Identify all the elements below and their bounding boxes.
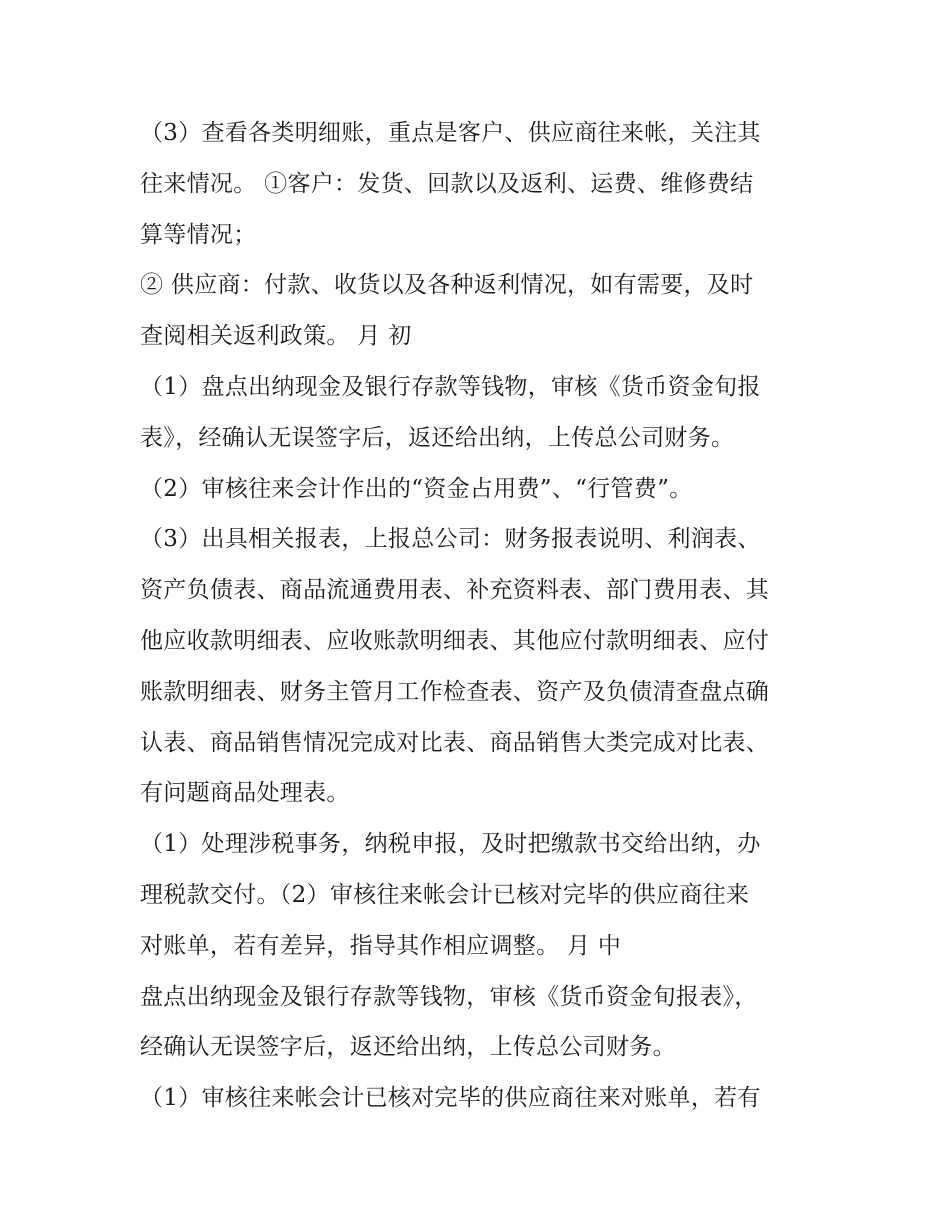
text-line: （3）查看各类明细账，重点是客户、供应商往来帐，关注其 [140,120,761,146]
text-line: 他应收款明细表、应收账款明细表、其他应付款明细表、应付 [140,627,770,654]
text-line: 算等情况； [140,221,257,248]
text-line: （3）出具相关报表，上报总公司：财务报表说明、利润表、 [140,526,761,553]
text-line: （1）审核往来帐会计已核对完毕的供应商往来对账单，若有 [140,1085,761,1112]
text-line: 认表、商品销售情况完成对比表、商品销售大类完成对比表、 [140,729,770,756]
text-line: （1）盘点出纳现金及银行存款等钱物，审核《货币资金旬报 [140,373,761,400]
text-line: （2）审核往来会计作出的“资金占用费”、“行管费”。 [140,475,693,502]
text-line: 查阅相关返利政策。 月 初 [140,323,412,350]
text-line: 表》，经确认无误签字后，返还给出纳，上传总公司财务。 [140,424,735,451]
text-line: 往来情况。 ①客户：发货、回款以及返利、运费、维修费结 [140,170,754,197]
text-line: 有问题商品处理表。 [140,780,350,807]
document-body [140,108,820,1124]
text-line: 理税款交付。（2）审核往来帐会计已核对完毕的供应商往来 [140,881,750,908]
text-line: ② 供应商：付款、收货以及各种返利情况，如有需要，及时 [140,272,754,299]
text-line: 经确认无误签字后，返还给出纳，上传总公司财务。 [140,1034,676,1061]
text-line: 资产负债表、商品流通费用表、补充资料表、部门费用表、其 [140,577,770,604]
text-line: 盘点出纳现金及银行存款等钱物，审核《货币资金旬报表》， [140,983,758,1010]
text-line: （1）处理涉税事务，纳税申报，及时把缴款书交给出纳，办 [140,831,761,858]
text-line: 对账单，若有差异，指导其作相应调整。 月 中 [140,932,622,959]
text-line: 账款明细表、财务主管月工作检查表、资产及负债清查盘点确 [140,678,770,705]
